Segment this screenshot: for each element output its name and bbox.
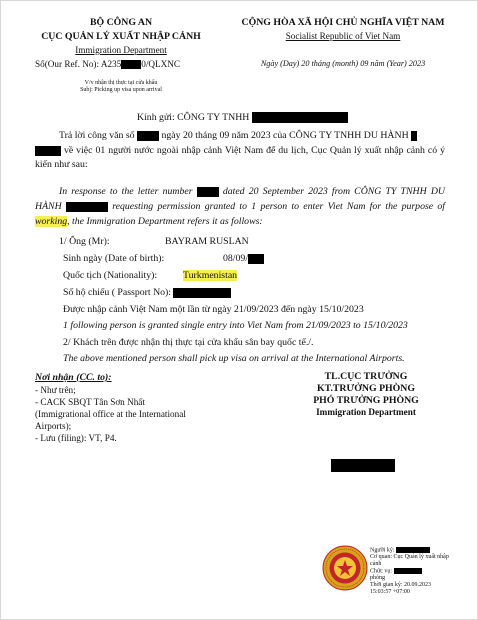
person-name-label: 1/ Ông (Mr): [59, 236, 110, 247]
salutation: Kính gửi: CÔNG TY TNHH [137, 112, 348, 123]
reply-paragraph-en: In response to the letter number dated 20 September 2023 from CÔNG TY TNHH DU HÀNH requesting permission granted to 1 person to enter Viet Nam for the purpose of working, the Immigration Department refers it as follows: [35, 186, 446, 227]
pickup-vn: 2/ Khách trên được nhận thị thực tại cửa khẩu sân bay quốc tế./. [63, 337, 314, 348]
digital-position: Chức vụ: [370, 568, 422, 574]
official-seal [322, 545, 368, 591]
department-name-en: Immigration Department [75, 45, 167, 55]
country-name: CỘNG HÒA XÃ HỘI CHỦ NGHĨA VIỆT NAM [241, 17, 445, 28]
passport-label: Số hộ chiếu ( Passport No): [63, 287, 231, 298]
digital-sign-time: Thời gian ký: 20.09.2023 15:03:57 +07:00 [370, 582, 432, 595]
recipient-2-detail: (Immigrational office at the International [35, 409, 186, 419]
signer-name-redacted [331, 456, 395, 474]
person-name: BAYRAM RUSLAN [165, 236, 249, 247]
dob-value: 08/09/ [223, 253, 264, 264]
ministry-name: BỘ CÔNG AN [89, 17, 153, 28]
recipient-2-detail-cont: Airports); [35, 421, 72, 431]
document-date: Ngày (Day) 20 tháng (month) 09 năm (Year) 2023 [260, 59, 426, 68]
recipients-title: Nơi nhận (CC. to): [35, 372, 112, 383]
signature-title-2: KT.TRƯỞNG PHÒNG [317, 383, 415, 394]
recipient-2: - CACK SBQT Tân Sơn Nhất [35, 397, 145, 407]
dob-label: Sinh ngày (Date of birth): [63, 253, 165, 264]
digital-signer: Người ký: [370, 547, 430, 553]
department-name: CỤC QUẢN LÝ XUẤT NHẬP CẢNH [41, 31, 201, 42]
entry-permit-vn: Được nhập cảnh Việt Nam một lần từ ngày 21/09/2023 đến ngày 15/10/2023 [63, 304, 364, 315]
signature-title-3: PHÓ TRƯỞNG PHÒNG [313, 395, 419, 406]
recipient-filing: - Lưu (filing): VT, P4. [35, 433, 117, 443]
nationality-value: Turkmenistan [183, 270, 238, 281]
reply-line-1: Trả lời công văn số ngày 20 tháng 09 năm 2023 của CÔNG TY TNHH DU HÀNH [59, 130, 417, 141]
reference-number: Số(Our Ref. No): A235 0/QLXNC [35, 59, 181, 69]
country-name-en: Socialist Republic of Viet Nam [285, 31, 401, 41]
recipient-1: - Như trên; [35, 385, 76, 395]
purpose-highlight: working [35, 216, 68, 227]
digital-position-cont: phòng [370, 575, 385, 581]
signature-title-en: Immigration Department [316, 407, 416, 417]
signature-title-1: TL.CỤC TRƯỞNG [324, 371, 408, 382]
nationality-label: Quốc tịch (Nationality): [63, 270, 158, 281]
entry-permit-en: 1 following person is granted single entry into Viet Nam from 21/09/2023 to 15/10/2023 [63, 320, 408, 331]
pickup-en: The above mentioned person shall pick up visa on arrival at the International Airports. [63, 353, 405, 364]
subject-en: Subj: Picking up visa upon arrival [80, 87, 162, 93]
digital-agency: Cơ quan: Cục Quản lý xuất nhập cảnh [370, 554, 449, 567]
subject-vn: V/v nhận thị thực tại cửa khẩu [84, 80, 158, 86]
reply-paragraph: về việc 01 người nước ngoài nhập cảnh Việt Nam để du lịch, Cục Quản lý xuất nhập cảnh có ý kiến như sau: [35, 145, 445, 170]
